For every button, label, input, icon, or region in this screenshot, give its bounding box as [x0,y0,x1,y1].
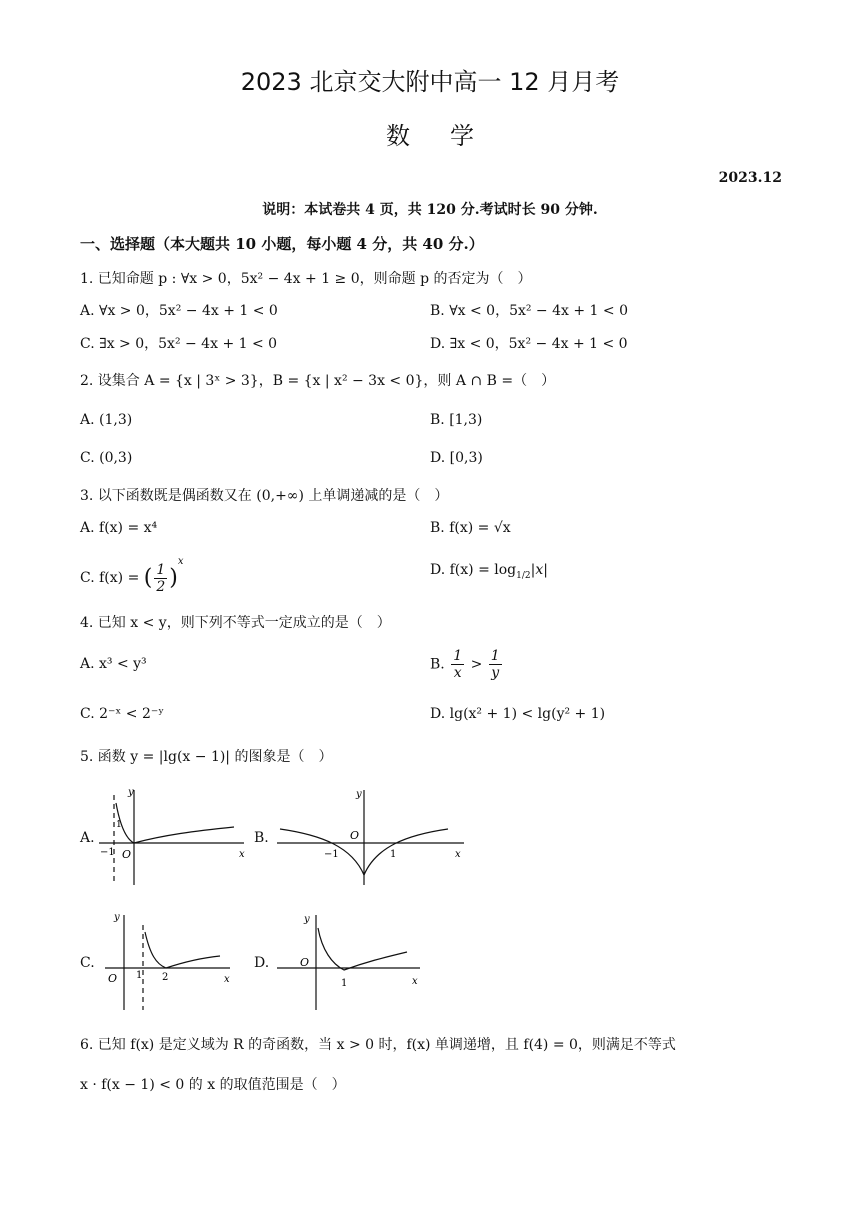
q5-stem: 5. 函数 y = |lg(x − 1)| 的图象是（ ） [80,749,333,765]
q1-stem: 1. 已知命题 p : ∀x > 0，5x² − 4x + 1 ≥ 0，则命题 p 的否定为（ ） [80,271,532,287]
q3-option-c-fraction [154,562,167,595]
q2-stem: 2. 设集合 A = {x | 3ˣ > 3}，B = {x | x² − 3x < 0}，则 A ∩ B =（ ） [80,373,556,389]
exam-title: 2023 北京交大附中高一 12 月月考 [240,68,620,96]
graph-d-origin: O [300,956,310,969]
q4-b-den1: x [453,665,462,681]
q4-option-b-prefix: B. [430,656,445,673]
q5-graph-d [272,910,427,1015]
q5-graph-a [94,785,254,890]
q3-c-denominator: 2 [156,578,166,595]
q4-option-d: D. lg(x² + 1) < lg(y² + 1) [430,706,606,722]
graph-d-x-label: x [412,976,418,987]
q1-option-b: B. ∀x < 0，5x² − 4x + 1 < 0 [430,303,628,319]
q5-graph-b [272,785,472,890]
q3-d-base: 1/2 [516,570,531,581]
graph-b-neg1: −1 [324,849,339,860]
q3-option-c: C. f(x) = ( $\frac{1}{2}$ )$^x$ [80,556,184,595]
q5-option-b-label: B. [254,830,269,846]
graph-a-origin: O [122,848,132,861]
exam-date: 2023.12 [718,170,782,186]
graph-c-y-label: y [114,912,120,923]
q4-option-b [430,648,504,681]
q2-option-c: C. (0,3) [80,450,133,466]
q4-option-a: A. x³ < y³ [80,656,147,672]
graph-d-one: 1 [341,978,348,989]
q5-option-c-label: C. [80,955,95,971]
graph-c-origin: O [108,972,118,985]
graph-a-one: 1 [116,820,122,830]
q6-stem-line1: 6. 已知 f(x) 是定义域为 R 的奇函数，当 x > 0 时，f(x) 单调递增，且 f(4) = 0，则满足不等式 [80,1037,676,1053]
q1-option-c: C. ∃x > 0，5x² − 4x + 1 < 0 [80,336,278,352]
q3-option-a: A. f(x) = x⁴ [80,520,158,536]
q1-option-d: D. ∃x < 0，5x² − 4x + 1 < 0 [430,336,628,352]
section-heading: 一、选择题（本大题共 10 小题，每小题 4 分，共 40 分.） [80,235,484,253]
q4-b-den2: y [491,665,500,681]
q4-option-c: C. 2⁻ˣ < 2⁻ʸ [80,706,165,722]
q2-option-d: D. [0,3) [430,450,483,466]
q3-option-c-prefix: C. f(x) = [80,570,140,586]
q2-option-a: A. (1,3) [80,412,133,428]
graph-c-curve [145,932,220,968]
q5-option-d-label: D. [254,955,270,971]
q6-stem-line2: x · f(x − 1) < 0 的 x 的取值范围是（ ） [80,1077,346,1093]
q4-b-operator: > [470,656,483,673]
graph-a-y-label: y [128,787,134,798]
q3-c-exponent: x [177,556,184,567]
q1-option-a: A. ∀x > 0，5x² − 4x + 1 < 0 [80,303,278,319]
graph-b-y-label: y [356,789,362,800]
q3-option-b: B. f(x) = √x [430,520,511,536]
exam-note: 说明：本试卷共 4 页，共 120 分.考试时长 90 分钟. [262,202,598,218]
graph-d-y-label: y [304,914,310,925]
graph-c-one: 1 [136,970,143,981]
graph-a-x-label: x [239,849,245,860]
graph-b-x-label: x [455,849,461,860]
q4-b-fraction-2 [489,648,502,681]
q3-stem: 3. 以下函数既是偶函数又在 (0,+∞) 上单调递减的是（ ） [80,488,449,504]
q5-option-a-label: A. [80,830,95,846]
q4-stem: 4. 已知 x < y，则下列不等式一定成立的是（ ） [80,615,391,631]
q2-option-b: B. [1,3) [430,412,483,428]
q5-graph-c [100,910,240,1015]
q4-b-num1: 1 [453,648,463,664]
graph-c-two: 2 [162,972,169,983]
q3-c-numerator: 1 [156,561,166,578]
graph-b-origin: O [350,829,360,842]
q3-d-argument: |x| [530,562,548,578]
q4-b-fraction-1 [451,648,464,681]
exam-subject: 数学 [386,122,514,150]
q3-option-d-prefix: D. f(x) = log [430,562,517,578]
graph-a-neg1: −1 [100,847,115,858]
q4-b-num2: 1 [490,648,500,664]
graph-d-curve [318,928,407,970]
graph-b-one: 1 [390,849,397,860]
graph-c-x-label: x [224,974,230,985]
q3-option-d [430,562,548,581]
